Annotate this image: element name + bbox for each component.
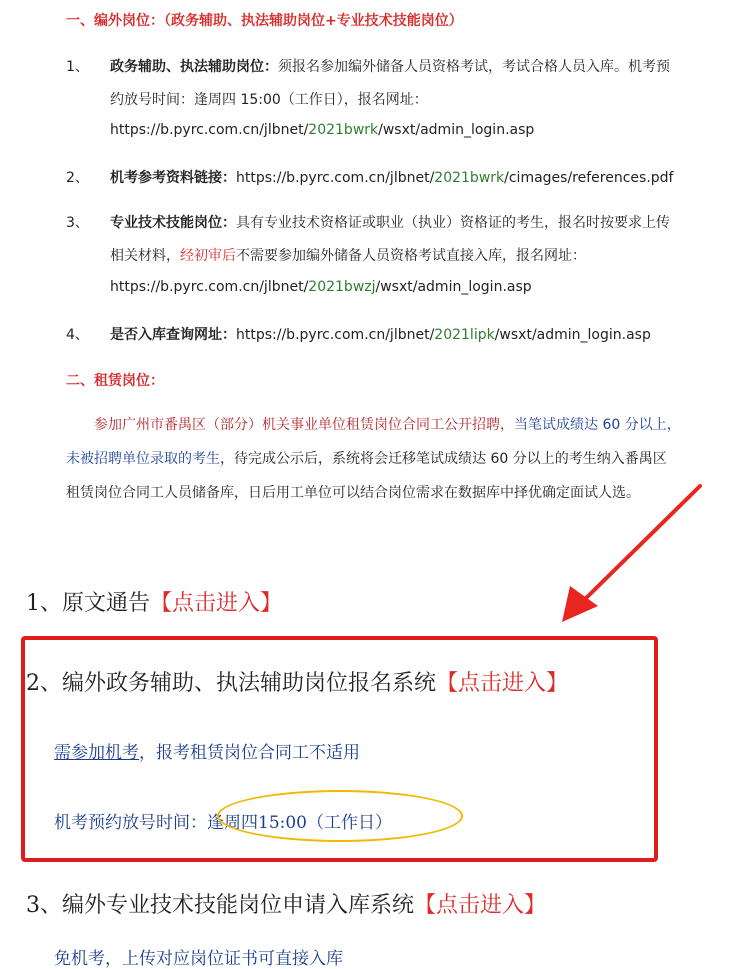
item1-text-a: 须报名参加编外储备人员资格考试，考试合格人员入库。机考预 [278, 59, 670, 75]
link3-row [26, 888, 546, 919]
red-arrow-icon [540, 478, 710, 628]
section1-title: 一、编外岗位：（政务辅助、执法辅助岗位+专业技术技能岗位） [66, 13, 463, 29]
item4-url-post: /wsxt/admin_login.asp [494, 327, 651, 343]
item3-url[interactable] [110, 279, 532, 295]
section2-p1a: 参加广州市番禺区（部分）机关事业单位租赁岗位合同工公开招聘， [94, 417, 514, 433]
item3-url-post: /wsxt/admin_login.asp [375, 279, 532, 295]
item1-line1 [110, 56, 670, 76]
item2-url-mid: 2021bwrk [434, 170, 505, 186]
item3-num: 3、 [66, 215, 89, 231]
item1-text-b: 约放号时间：逢周四 15:00（工作日），报名网址： [110, 92, 428, 108]
link2-button[interactable]: 【点击进入】 [436, 671, 569, 696]
section2-p2a: 未被招聘单位录取的考生 [66, 451, 220, 467]
item1-num: 1、 [66, 59, 89, 75]
item3-text-a: 具有专业技术资格证或职业（执业）资格证的考生，报名时按要求上传 [236, 215, 670, 231]
link2-sub2-label: 机考预约放号时间： [54, 813, 207, 833]
item1-url-post: /wsxt/admin_login.asp [378, 122, 535, 138]
link1-button[interactable]: 【点击进入】 [150, 591, 283, 616]
item3-line2 [110, 245, 586, 265]
section2-p2b: ，待完成公示后，系统将会迁移笔试成绩达 60 分以上的考生纳入番禺区 [220, 451, 667, 467]
item4-label: 是否入库查询网址： [110, 327, 236, 343]
item1-url-pre: https://b.pyrc.com.cn/jlbnet/ [110, 122, 309, 138]
section2-p1c: 60 [602, 417, 621, 433]
item3-text-b2: 经初审后 [180, 248, 236, 264]
item3-text-b1: 相关材料， [110, 248, 180, 264]
item2-url-pre: https://b.pyrc.com.cn/jlbnet/ [236, 170, 435, 186]
item3-line1 [110, 212, 670, 232]
item1-url[interactable] [110, 122, 534, 138]
machine-exam-link[interactable]: 需参加机考 [54, 743, 139, 763]
link2-sub1-rest: ，报考租赁岗位合同工不适用 [139, 743, 360, 763]
section2-p1b: 当笔试成绩达 [514, 417, 598, 433]
item4-url-pre: https://b.pyrc.com.cn/jlbnet/ [236, 327, 435, 343]
section2-p1d: 分以上， [624, 417, 681, 433]
item2-label: 机考参考资料链接： [110, 170, 236, 186]
item3-url-pre: https://b.pyrc.com.cn/jlbnet/ [110, 279, 309, 295]
item2-url-post: /cimages/references.pdf [504, 170, 674, 186]
item4-url-mid: 2021lipk [434, 327, 495, 343]
link3-text: 3、编外专业技术技能岗位申请入库系统 [26, 893, 414, 918]
link3-button[interactable]: 【点击进入】 [414, 893, 547, 918]
link2-row [26, 666, 568, 697]
item4-line[interactable] [110, 324, 651, 344]
link1-row [26, 586, 282, 617]
item3-text-b3: 不需要参加编外储备人员资格考试直接入库，报名网址： [236, 248, 586, 264]
item1-url-mid: 2021bwrk [308, 122, 379, 138]
section2-para2 [66, 448, 667, 468]
section2-p3: 租赁岗位合同工人员储备库，日后用工单位可以结合岗位需求在数据库中择优确定面试人选。 [66, 485, 640, 501]
link2-text: 2、编外政务辅助、执法辅助岗位报名系统 [26, 671, 436, 696]
item3-label: 专业技术技能岗位： [110, 215, 236, 231]
item4-num: 4、 [66, 327, 89, 343]
item2-line[interactable] [110, 167, 673, 187]
section2-title: 二、租赁岗位： [66, 373, 164, 389]
link1-text: 1、原文通告 [26, 591, 150, 616]
link2-sub2-value: 逢周四15:00（工作日） [207, 813, 392, 833]
item3-url-mid: 2021bwzj [308, 279, 376, 295]
time-highlight-ellipse [217, 790, 463, 842]
link2-sub1 [54, 738, 360, 763]
item1-label: 政务辅助、执法辅助岗位： [110, 59, 278, 75]
item2-num: 2、 [66, 170, 89, 186]
link3-sub1: 免机考，上传对应岗位证书可直接入库 [54, 949, 343, 969]
section2-para1 [94, 414, 681, 434]
